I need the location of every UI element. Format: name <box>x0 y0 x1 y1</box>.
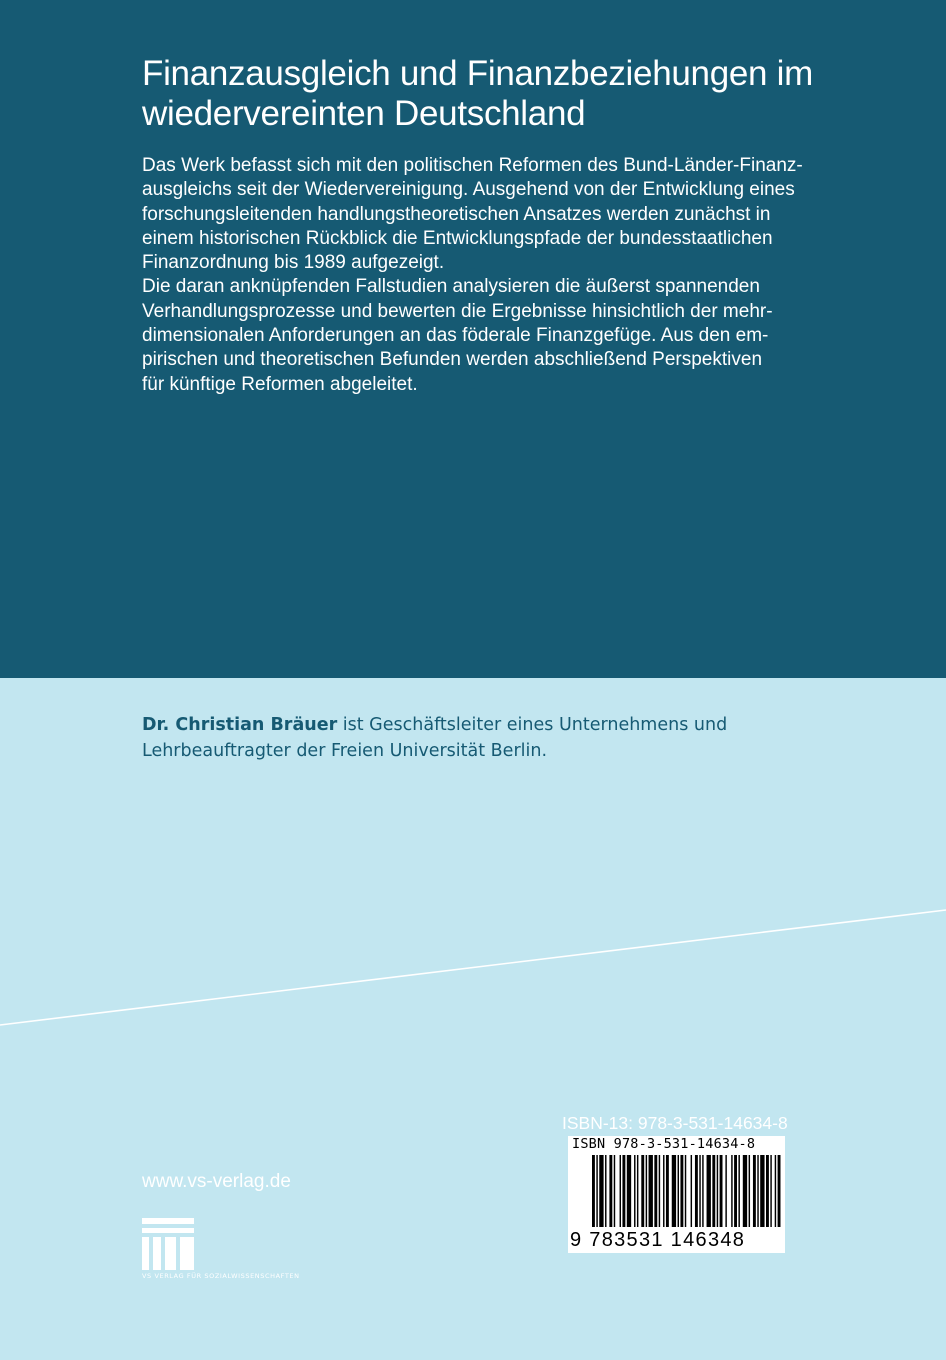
author-bio-line-1 <box>142 712 842 738</box>
barcode-bar <box>757 1155 758 1227</box>
description-line: einem historischen Rückblick die Entwicklungspfade der bundesstaatlichen <box>142 227 773 249</box>
barcode-bar <box>659 1155 660 1227</box>
barcode-bar <box>609 1155 612 1227</box>
barcode-bar <box>620 1155 621 1227</box>
barcode-bar <box>778 1155 781 1227</box>
barcode-bar <box>637 1155 638 1227</box>
description-line: forschungsleitenden handlungstheoretischen Ansatzes werden zunächst in <box>142 203 771 225</box>
barcode-bar <box>627 1155 631 1227</box>
barcode-bar <box>641 1155 644 1227</box>
barcode-bar <box>685 1155 686 1227</box>
barcode-bar <box>605 1155 606 1227</box>
barcode-bar <box>678 1155 679 1227</box>
barcode-bar <box>734 1155 737 1227</box>
barcode-bar <box>717 1155 718 1227</box>
barcode-bar <box>680 1155 683 1227</box>
barcode-bar <box>599 1155 603 1227</box>
barcode-bar <box>775 1155 776 1227</box>
vs-verlag-logo-icon <box>142 1218 194 1270</box>
barcode-bar <box>666 1155 669 1227</box>
barcode-bar <box>592 1155 595 1227</box>
barcode-bar <box>720 1155 723 1227</box>
barcode-bar <box>663 1155 664 1227</box>
author-name: Dr. Christian Bräuer <box>142 715 338 735</box>
author-bio-line-2: Lehrbeauftragter der Freien Universität Berlin. <box>142 741 548 761</box>
barcode-bar <box>753 1155 756 1227</box>
barcode-bar <box>707 1155 711 1227</box>
barcode-bar <box>695 1155 698 1227</box>
description-line: Finanzordnung bis 1989 aufgezeigt. <box>142 252 445 274</box>
barcode-digits: 9 783531 146348 <box>570 1229 746 1251</box>
description-line: ausgleichs seit der Wiedervereinigung. Ausgehend von der Entwicklung eines <box>142 179 795 201</box>
barcode-bar <box>649 1155 653 1227</box>
description-line: Verhandlungsprozesse und bewerten die Ergebnisse hinsichtlich der mehr- <box>142 300 773 322</box>
barcode-bar <box>712 1155 715 1227</box>
author-bio <box>142 712 842 764</box>
barcode-bar <box>622 1155 625 1227</box>
barcode-isbn-text: ISBN 978-3-531-14634-8 <box>572 1136 756 1152</box>
barcode-bar <box>596 1155 597 1227</box>
book-title-line-2: wiedervereinten Deutschland <box>142 94 586 133</box>
description-line: Das Werk befasst sich mit den politischen Reformen des Bund-Länder-Finanz- <box>142 155 803 176</box>
barcode-bar <box>691 1155 692 1227</box>
barcode-panel <box>568 1136 785 1253</box>
book-title-line-1: Finanzausgleich und Finanzbeziehungen im <box>142 54 813 93</box>
publisher-website: www.vs-verlag.de <box>142 1171 291 1192</box>
barcode-bar <box>731 1155 732 1227</box>
description-line: für künftige Reformen abgeleitet. <box>142 373 418 395</box>
description-line: dimensionalen Anforderungen an das föderale Finanzgefüge. Aus den em- <box>142 325 769 347</box>
barcode-bar <box>766 1155 769 1227</box>
book-title <box>142 54 862 134</box>
isbn-label: ISBN-13: 978-3-531-14634-8 <box>562 1113 788 1133</box>
barcode-bar <box>654 1155 657 1227</box>
description-line: Die daran anknüpfenden Fallstudien analysieren die äußerst spannenden <box>142 276 760 298</box>
book-description <box>142 154 842 397</box>
barcode-bar <box>702 1155 703 1227</box>
author-bio-text: ist Geschäftsleiter eines Unternehmens und <box>337 715 728 735</box>
barcode-bar <box>738 1155 739 1227</box>
ean-barcode-icon <box>568 1153 785 1233</box>
barcode-bar <box>760 1155 764 1227</box>
barcode-bar <box>725 1155 726 1227</box>
barcode-bar <box>646 1155 647 1227</box>
barcode-bar <box>749 1155 750 1227</box>
barcode-bar <box>770 1155 771 1227</box>
barcode-bar <box>743 1155 747 1227</box>
publisher-tagline: VS VERLAG FÜR SOZIALWISSENSCHAFTEN <box>142 1272 300 1280</box>
barcode-bar <box>614 1155 615 1227</box>
barcode-bar <box>699 1155 700 1227</box>
barcode-bar <box>672 1155 676 1227</box>
description-line: pirischen und theoretischen Befunden werden abschließend Perspektiven <box>142 349 763 371</box>
barcode-bar <box>634 1155 635 1227</box>
